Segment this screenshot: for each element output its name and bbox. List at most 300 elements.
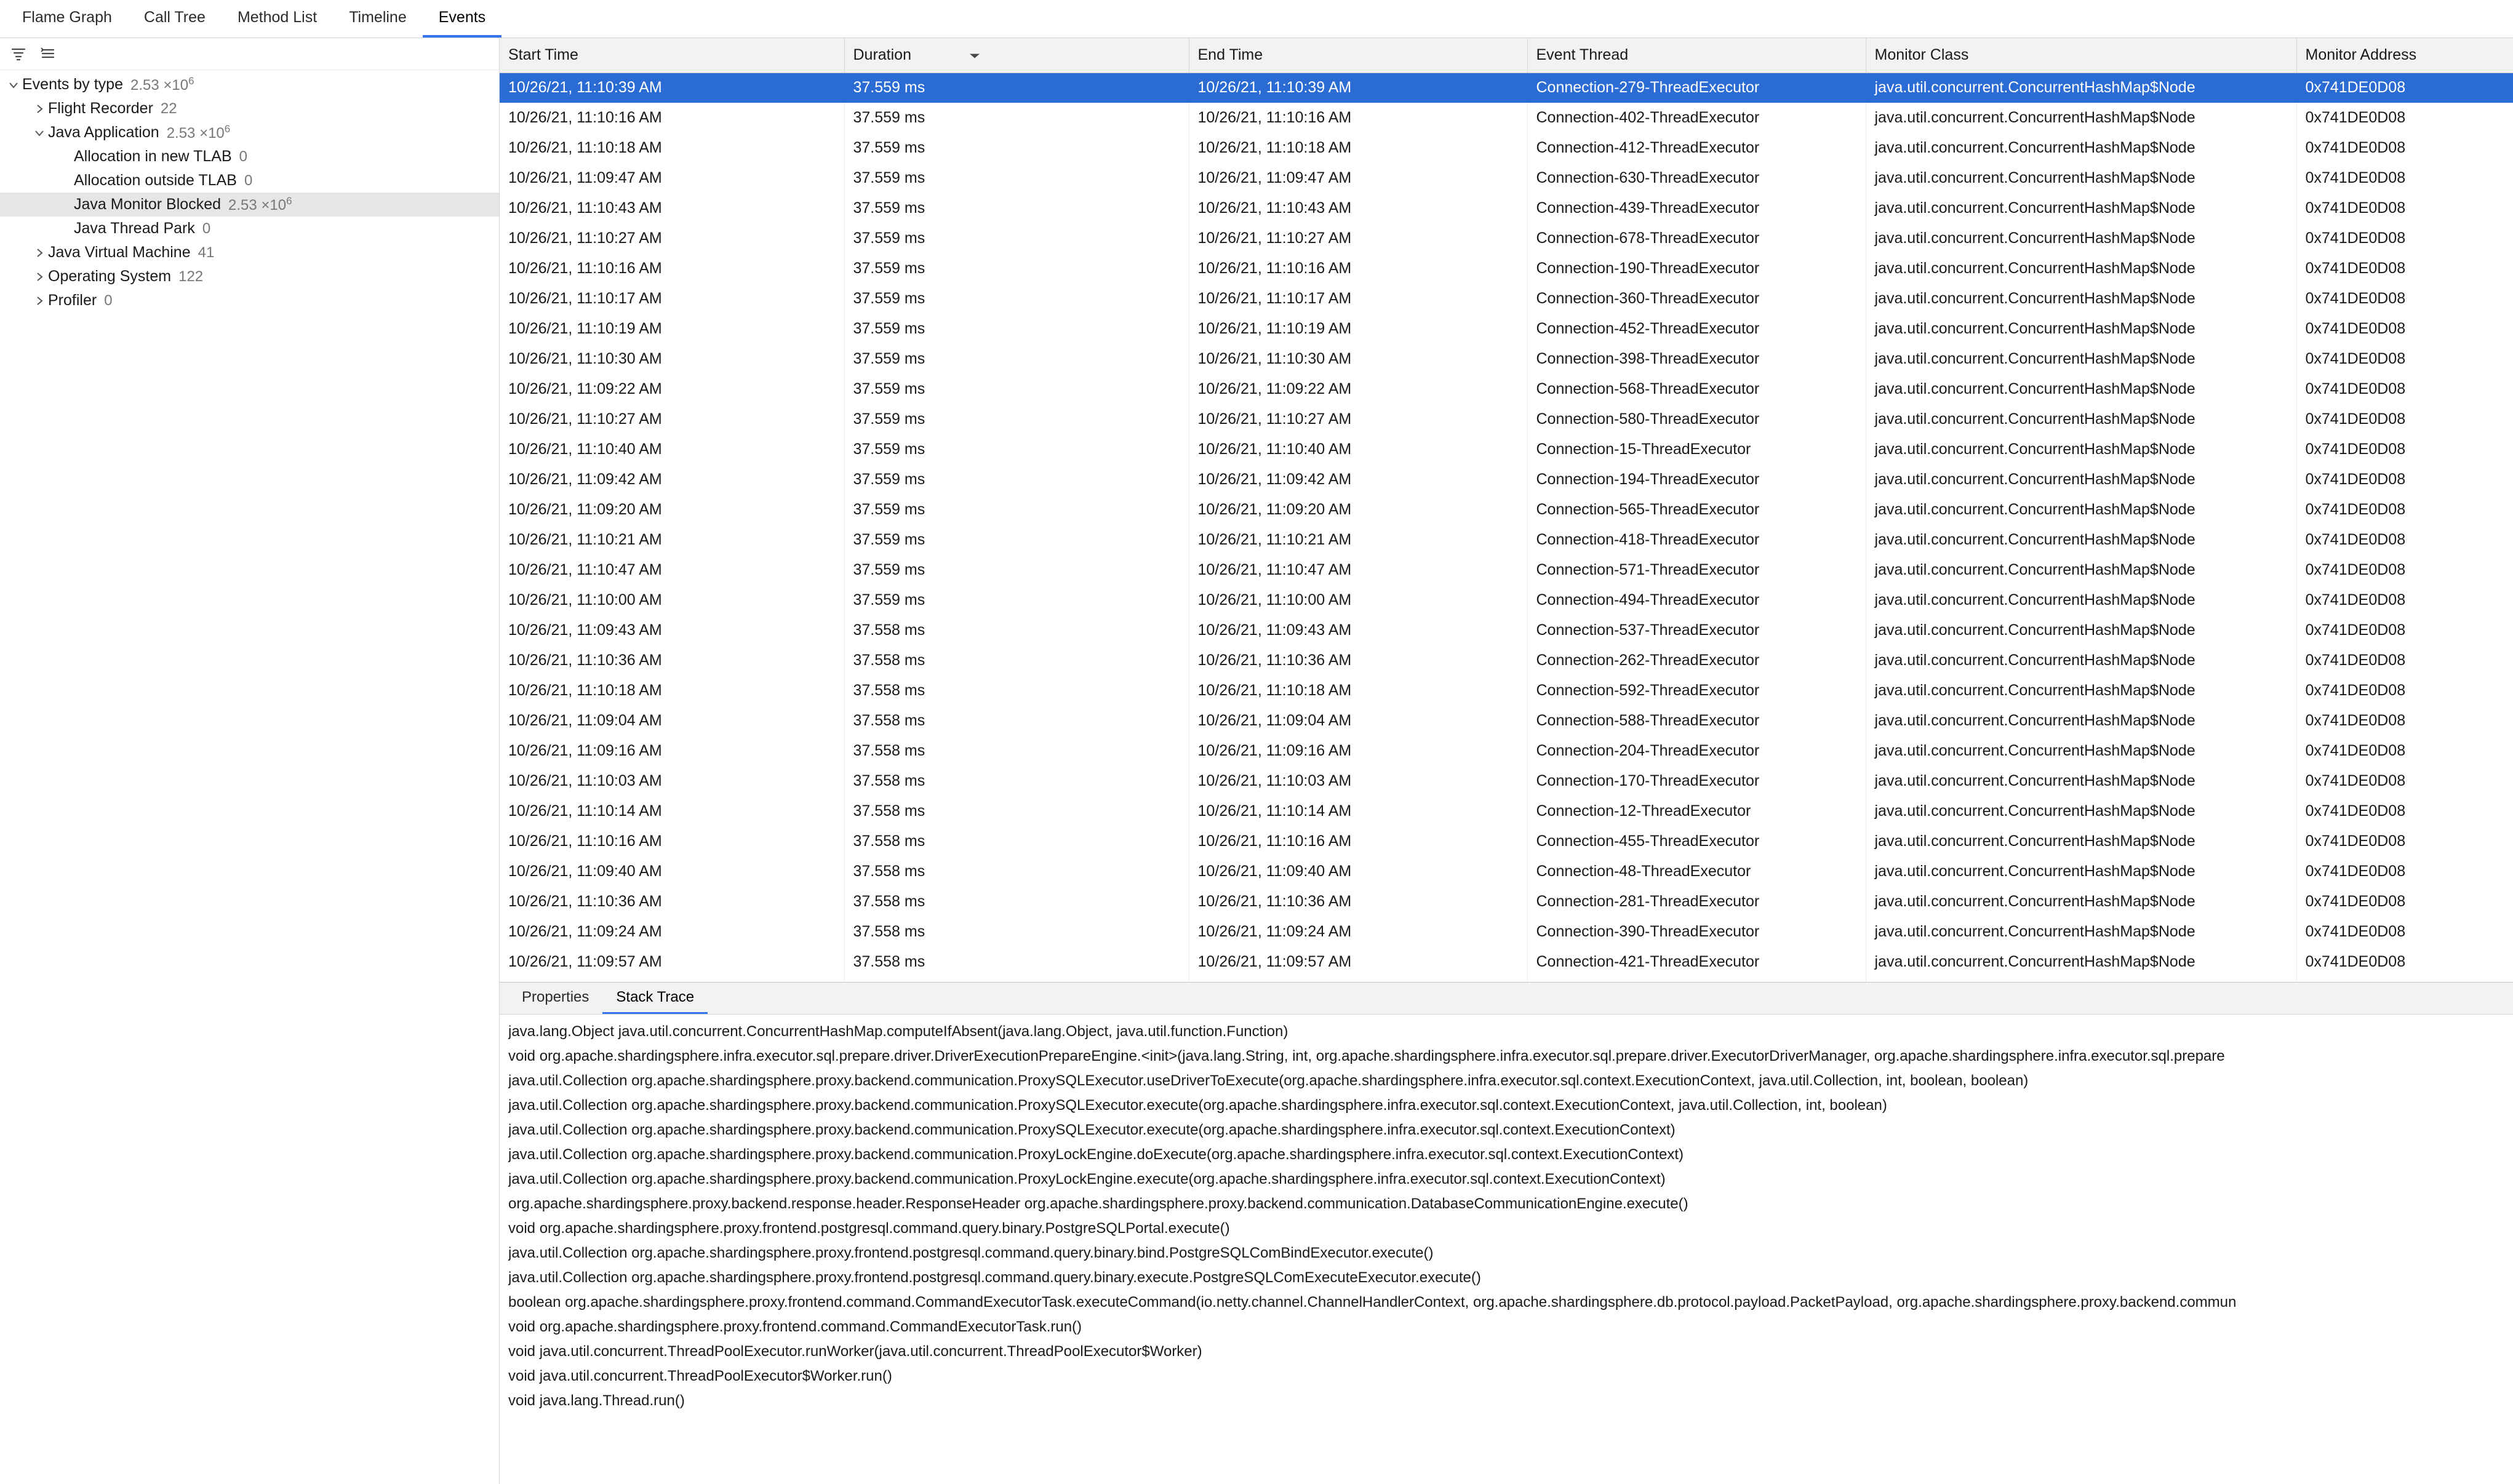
cell-start: 10/26/21, 11:09:24 AM bbox=[500, 917, 844, 947]
cell-monitor-class: java.util.concurrent.ConcurrentHashMap$Node bbox=[1866, 193, 2296, 223]
tree-item-label: Java Virtual Machine bbox=[48, 244, 191, 261]
cell-thread: Connection-678-ThreadExecutor bbox=[1527, 223, 1866, 253]
column-header-monitor-class[interactable] bbox=[1866, 38, 2296, 73]
chevron-right-icon[interactable] bbox=[31, 265, 48, 289]
cell-monitor-class: java.util.concurrent.ConcurrentHashMap$Node bbox=[1866, 826, 2296, 856]
cell-thread: Connection-360-ThreadExecutor bbox=[1527, 284, 1866, 314]
cell-thread: Connection-571-ThreadExecutor bbox=[1527, 555, 1866, 585]
tree-item-count-value: 122 bbox=[178, 268, 204, 285]
tree-item-label: Flight Recorder bbox=[48, 100, 153, 117]
table-row[interactable] bbox=[500, 284, 2513, 314]
cell-thread: Connection-418-ThreadExecutor bbox=[1527, 525, 1866, 555]
events-table-container[interactable] bbox=[500, 38, 2513, 982]
table-row[interactable] bbox=[500, 314, 2513, 344]
cell-end: 10/26/21, 11:10:17 AM bbox=[1189, 284, 1527, 314]
column-header-duration[interactable] bbox=[844, 38, 1189, 73]
cell-start: 10/26/21, 11:10:30 AM bbox=[500, 344, 844, 374]
tree-item-count-value: 2.53 ×10 bbox=[166, 125, 225, 142]
cell-start: 10/26/21, 11:10:21 AM bbox=[500, 525, 844, 555]
tree-item-java-virtual-machine[interactable] bbox=[0, 241, 499, 265]
collapse-all-icon[interactable] bbox=[36, 42, 60, 66]
table-header-row bbox=[500, 38, 2513, 73]
cell-monitor-address: 0x741DE0D08 bbox=[2296, 193, 2513, 223]
cell-thread: Connection-48-ThreadExecutor bbox=[1527, 856, 1866, 887]
cell-duration: 37.559 ms bbox=[844, 344, 1189, 374]
tree-item-count bbox=[104, 292, 112, 309]
cell-monitor-address: 0x741DE0D08 bbox=[2296, 856, 2513, 887]
table-row[interactable] bbox=[500, 947, 2513, 977]
table-row[interactable] bbox=[500, 826, 2513, 856]
cell-monitor-address: 0x741DE0D08 bbox=[2296, 525, 2513, 555]
column-header-start-time[interactable] bbox=[500, 38, 844, 73]
cell-monitor-address: 0x741DE0D08 bbox=[2296, 103, 2513, 133]
cell-duration: 37.558 ms bbox=[844, 887, 1189, 917]
cell-thread: Connection-439-ThreadExecutor bbox=[1527, 193, 1866, 223]
cell-start: 10/26/21, 11:10:14 AM bbox=[500, 796, 844, 826]
cell-monitor-address: 0x741DE0D08 bbox=[2296, 465, 2513, 495]
cell-end: 10/26/21, 11:09:04 AM bbox=[1189, 706, 1527, 736]
cell-duration: 37.559 ms bbox=[844, 374, 1189, 404]
cell-duration: 37.558 ms bbox=[844, 856, 1189, 887]
column-header-label: Start Time bbox=[508, 46, 578, 64]
cell-end: 10/26/21, 11:09:42 AM bbox=[1189, 465, 1527, 495]
cell-monitor-class: java.util.concurrent.ConcurrentHashMap$Node bbox=[1866, 887, 2296, 917]
cell-thread: Connection-204-ThreadExecutor bbox=[1527, 736, 1866, 766]
tree-item-count bbox=[178, 268, 203, 285]
cell-start: 10/26/21, 11:10:40 AM bbox=[500, 434, 844, 465]
cell-duration: 37.559 ms bbox=[844, 404, 1189, 434]
cell-monitor-class: java.util.concurrent.ConcurrentHashMap$Node bbox=[1866, 796, 2296, 826]
cell-duration: 37.559 ms bbox=[844, 163, 1189, 193]
cell-thread: Connection-565-ThreadExecutor bbox=[1527, 495, 1866, 525]
column-header-label: Event Thread bbox=[1536, 46, 1629, 64]
cell-thread: Connection-170-ThreadExecutor bbox=[1527, 766, 1866, 796]
cell-end: 10/26/21, 11:10:27 AM bbox=[1189, 223, 1527, 253]
table-row[interactable] bbox=[500, 856, 2513, 887]
cell-duration: 37.558 ms bbox=[844, 645, 1189, 676]
table-row[interactable] bbox=[500, 706, 2513, 736]
cell-monitor-address: 0x741DE0D08 bbox=[2296, 223, 2513, 253]
table-row[interactable] bbox=[500, 253, 2513, 284]
cell-start: 10/26/21, 11:09:43 AM bbox=[500, 615, 844, 645]
cell-monitor-class: java.util.concurrent.ConcurrentHashMap$Node bbox=[1866, 645, 2296, 676]
cell-start: 10/26/21, 11:10:47 AM bbox=[500, 555, 844, 585]
column-header-monitor-address[interactable] bbox=[2296, 38, 2513, 73]
cell-start: 10/26/21, 11:09:04 AM bbox=[500, 706, 844, 736]
column-header-end-time[interactable] bbox=[1189, 38, 1527, 73]
table-row[interactable] bbox=[500, 615, 2513, 645]
cell-end: 10/26/21, 11:09:22 AM bbox=[1189, 374, 1527, 404]
cell-duration: 37.558 ms bbox=[844, 796, 1189, 826]
cell-monitor-class: java.util.concurrent.ConcurrentHashMap$Node bbox=[1866, 525, 2296, 555]
stack-trace-line[interactable]: void java.util.concurrent.ThreadPoolExecutor.runWorker(java.util.concurrent.ThreadPoolExecutor$Worker) bbox=[508, 1343, 1202, 1360]
cell-start: 10/26/21, 11:10:17 AM bbox=[500, 284, 844, 314]
cell-duration: 37.559 ms bbox=[844, 133, 1189, 163]
cell-duration: 37.558 ms bbox=[844, 706, 1189, 736]
cell-monitor-class: java.util.concurrent.ConcurrentHashMap$Node bbox=[1866, 766, 2296, 796]
chevron-right-icon[interactable] bbox=[31, 97, 48, 121]
tree-item-count-value: 41 bbox=[198, 244, 215, 261]
tree-item-count bbox=[167, 123, 231, 142]
cell-thread: Connection-190-ThreadExecutor bbox=[1527, 253, 1866, 284]
cell-end: 10/26/21, 11:09:20 AM bbox=[1189, 495, 1527, 525]
cell-thread: Connection-262-ThreadExecutor bbox=[1527, 645, 1866, 676]
table-row[interactable] bbox=[500, 193, 2513, 223]
table-row[interactable] bbox=[500, 163, 2513, 193]
stack-trace-line[interactable]: java.util.Collection org.apache.shardingsphere.proxy.backend.communication.ProxySQLExecutor.execute(org.apache.shardingsphere.infra.executor.sql.context.ExecutionContext, java.util.Collection, int, boolean) bbox=[508, 1097, 1887, 1114]
cell-duration: 37.559 ms bbox=[844, 585, 1189, 615]
cell-thread bbox=[1527, 977, 1866, 982]
cell-monitor-class: java.util.concurrent.ConcurrentHashMap$Node bbox=[1866, 103, 2296, 133]
cell-duration: 37.559 ms bbox=[844, 525, 1189, 555]
table-row[interactable] bbox=[500, 977, 2513, 982]
cell-end: 10/26/21, 11:09:43 AM bbox=[1189, 615, 1527, 645]
tree-item-allocation-outside-tlab[interactable] bbox=[0, 169, 499, 193]
cell-end: 10/26/21, 11:10:27 AM bbox=[1189, 404, 1527, 434]
cell-monitor-class: java.util.concurrent.ConcurrentHashMap$Node bbox=[1866, 133, 2296, 163]
stack-trace-line[interactable]: void java.lang.Thread.run() bbox=[508, 1392, 685, 1409]
cell-monitor-address: 0x741DE0D08 bbox=[2296, 284, 2513, 314]
cell-monitor-class: java.util.concurrent.ConcurrentHashMap$Node bbox=[1866, 223, 2296, 253]
cell-start: 10/26/21, 11:10:43 AM bbox=[500, 193, 844, 223]
main-tab-bar bbox=[0, 0, 2513, 38]
cell-start: 10/26/21, 11:10:16 AM bbox=[500, 253, 844, 284]
cell-end: 10/26/21, 11:10:16 AM bbox=[1189, 253, 1527, 284]
cell-monitor-class: java.util.concurrent.ConcurrentHashMap$Node bbox=[1866, 585, 2296, 615]
cell-monitor-address: 0x741DE0D08 bbox=[2296, 73, 2513, 103]
tree-no-twisty bbox=[57, 145, 74, 169]
tree-item-count-exponent: 6 bbox=[286, 195, 292, 207]
tab-flame-graph[interactable]: Flame Graph bbox=[22, 9, 112, 26]
cell-thread: Connection-279-ThreadExecutor bbox=[1527, 73, 1866, 103]
tree-item-label: Java Monitor Blocked bbox=[74, 196, 222, 213]
table-row[interactable] bbox=[500, 374, 2513, 404]
cell-start: 10/26/21, 11:10:16 AM bbox=[500, 826, 844, 856]
tree-toolbar bbox=[0, 38, 499, 70]
tree-item-label: Allocation in new TLAB bbox=[74, 148, 232, 165]
cell-start: 10/26/21, 11:10:18 AM bbox=[500, 133, 844, 163]
cell-end: 10/26/21, 11:10:18 AM bbox=[1189, 133, 1527, 163]
tree-item-count-value: 0 bbox=[104, 292, 113, 309]
tree-item-java-monitor-blocked[interactable] bbox=[0, 193, 499, 217]
cell-end bbox=[1189, 977, 1527, 982]
cell-thread: Connection-15-ThreadExecutor bbox=[1527, 434, 1866, 465]
table-row[interactable] bbox=[500, 736, 2513, 766]
events-tree-panel bbox=[0, 38, 500, 1484]
cell-monitor-class: java.util.concurrent.ConcurrentHashMap$Node bbox=[1866, 284, 2296, 314]
cell-monitor-address: 0x741DE0D08 bbox=[2296, 615, 2513, 645]
cell-thread: Connection-588-ThreadExecutor bbox=[1527, 706, 1866, 736]
cell-monitor-address: 0x741DE0D08 bbox=[2296, 555, 2513, 585]
table-row[interactable] bbox=[500, 585, 2513, 615]
cell-end: 10/26/21, 11:09:24 AM bbox=[1189, 917, 1527, 947]
column-header-label: Monitor Class bbox=[1874, 46, 1969, 64]
stack-trace-line[interactable]: void org.apache.shardingsphere.infra.executor.sql.prepare.driver.DriverExecutionPrepareEngine.<init>(java.lang.String, int, org.apache.shardingsphere.infra.executor.sql.prepare.driver.ExecutorDriverManager, org.apache.shardingsphere.infra.executor.sql.prepare bbox=[508, 1048, 2225, 1064]
cell-monitor-address: 0x741DE0D08 bbox=[2296, 917, 2513, 947]
sort-descending-icon bbox=[968, 46, 1180, 64]
cell-duration: 37.559 ms bbox=[844, 103, 1189, 133]
cell-duration: 37.559 ms bbox=[844, 555, 1189, 585]
tree-item-count-value: 0 bbox=[202, 220, 211, 237]
cell-thread: Connection-194-ThreadExecutor bbox=[1527, 465, 1866, 495]
cell-monitor-address: 0x741DE0D08 bbox=[2296, 585, 2513, 615]
cell-duration: 37.559 ms bbox=[844, 223, 1189, 253]
table-row[interactable] bbox=[500, 676, 2513, 706]
cell-thread: Connection-568-ThreadExecutor bbox=[1527, 374, 1866, 404]
cell-end: 10/26/21, 11:10:16 AM bbox=[1189, 826, 1527, 856]
cell-monitor-class: java.util.concurrent.ConcurrentHashMap$Node bbox=[1866, 434, 2296, 465]
cell-monitor-address: 0x741DE0D08 bbox=[2296, 887, 2513, 917]
cell-end: 10/26/21, 11:09:57 AM bbox=[1189, 947, 1527, 977]
stack-trace-line[interactable]: org.apache.shardingsphere.proxy.backend.response.header.ResponseHeader org.apache.shardingsphere.proxy.backend.communication.DatabaseCommunicationEngine.execute() bbox=[508, 1195, 1688, 1212]
table-row[interactable] bbox=[500, 133, 2513, 163]
cell-monitor-address: 0x741DE0D08 bbox=[2296, 645, 2513, 676]
tree-item-count-exponent: 6 bbox=[188, 75, 194, 87]
tree-item-operating-system[interactable] bbox=[0, 265, 499, 289]
chevron-down-icon[interactable] bbox=[5, 73, 22, 97]
tree-item-count bbox=[239, 148, 247, 166]
cell-start: 10/26/21, 11:10:03 AM bbox=[500, 766, 844, 796]
cell-thread: Connection-452-ThreadExecutor bbox=[1527, 314, 1866, 344]
cell-duration: 37.559 ms bbox=[844, 193, 1189, 223]
stack-trace-line[interactable]: void org.apache.shardingsphere.proxy.frontend.command.CommandExecutorTask.run() bbox=[508, 1318, 1082, 1335]
tree-no-twisty bbox=[57, 217, 74, 241]
cell-monitor-address: 0x741DE0D08 bbox=[2296, 826, 2513, 856]
stack-trace-line[interactable]: boolean org.apache.shardingsphere.proxy.frontend.command.CommandExecutorTask.executeCommand(io.netty.channel.ChannelHandlerContext, org.apache.shardingsphere.db.protocol.payload.PacketPayload, org.apache.shardingsphere.proxy.backend.commun bbox=[508, 1294, 2237, 1310]
cell-thread: Connection-455-ThreadExecutor bbox=[1527, 826, 1866, 856]
events-detail-panel bbox=[500, 38, 2513, 1484]
cell-thread: Connection-494-ThreadExecutor bbox=[1527, 585, 1866, 615]
cell-end: 10/26/21, 11:10:36 AM bbox=[1189, 887, 1527, 917]
cell-monitor-class: java.util.concurrent.ConcurrentHashMap$Node bbox=[1866, 555, 2296, 585]
main-content-area bbox=[0, 38, 2513, 1484]
cell-duration: 37.558 ms bbox=[844, 676, 1189, 706]
cell-end: 10/26/21, 11:09:16 AM bbox=[1189, 736, 1527, 766]
cell-thread: Connection-412-ThreadExecutor bbox=[1527, 133, 1866, 163]
stack-trace-line[interactable]: java.lang.Object java.util.concurrent.ConcurrentHashMap.computeIfAbsent(java.lang.Object, java.util.function.Function) bbox=[508, 1023, 1288, 1040]
stack-trace-list[interactable] bbox=[500, 1015, 2513, 1484]
cell-monitor-address: 0x741DE0D08 bbox=[2296, 706, 2513, 736]
cell-monitor-class: java.util.concurrent.ConcurrentHashMap$Node bbox=[1866, 676, 2296, 706]
cell-monitor-class: java.util.concurrent.ConcurrentHashMap$Node bbox=[1866, 163, 2296, 193]
cell-end: 10/26/21, 11:10:40 AM bbox=[1189, 434, 1527, 465]
cell-duration: 37.558 ms bbox=[844, 947, 1189, 977]
column-header-event-thread[interactable] bbox=[1527, 38, 1866, 73]
cell-start: 10/26/21, 11:10:19 AM bbox=[500, 314, 844, 344]
cell-start: 10/26/21, 11:10:36 AM bbox=[500, 887, 844, 917]
stack-trace-line[interactable]: java.util.Collection org.apache.shardingsphere.proxy.backend.communication.ProxySQLExecutor.useDriverToExecute(org.apache.shardingsphere.infra.executor.sql.context.ExecutionContext, java.util.Collection, int, boolean, boolean) bbox=[508, 1072, 2029, 1089]
cell-duration: 37.559 ms bbox=[844, 434, 1189, 465]
cell-thread: Connection-580-ThreadExecutor bbox=[1527, 404, 1866, 434]
stack-trace-line[interactable]: java.util.Collection org.apache.shardingsphere.proxy.backend.communication.ProxyLockEngine.execute(org.apache.shardingsphere.infra.executor.sql.context.ExecutionContext) bbox=[508, 1171, 1666, 1187]
column-header-label: End Time bbox=[1197, 46, 1263, 64]
stack-trace-line[interactable]: void org.apache.shardingsphere.proxy.frontend.postgresql.command.query.binary.PostgreSQLPortal.execute() bbox=[508, 1220, 1230, 1237]
filter-icon[interactable] bbox=[6, 42, 31, 66]
table-row[interactable] bbox=[500, 555, 2513, 585]
table-row[interactable] bbox=[500, 223, 2513, 253]
cell-monitor-class: java.util.concurrent.ConcurrentHashMap$Node bbox=[1866, 404, 2296, 434]
tree-item-count bbox=[202, 220, 210, 237]
cell-duration: 37.559 ms bbox=[844, 253, 1189, 284]
tree-item-count-value: 0 bbox=[244, 172, 253, 189]
cell-thread: Connection-398-ThreadExecutor bbox=[1527, 344, 1866, 374]
cell-end: 10/26/21, 11:10:00 AM bbox=[1189, 585, 1527, 615]
event-detail-pane bbox=[500, 982, 2513, 1484]
cell-duration: 37.559 ms bbox=[844, 73, 1189, 103]
cell-start: 10/26/21, 11:09:20 AM bbox=[500, 495, 844, 525]
cell-duration bbox=[844, 977, 1189, 982]
stack-trace-line[interactable]: java.util.Collection org.apache.shardingsphere.proxy.frontend.postgresql.command.query.binary.bind.PostgreSQLComBindExecutor.execute() bbox=[508, 1245, 1434, 1261]
cell-end: 10/26/21, 11:10:30 AM bbox=[1189, 344, 1527, 374]
cell-end: 10/26/21, 11:09:40 AM bbox=[1189, 856, 1527, 887]
events-by-type-tree[interactable] bbox=[0, 70, 499, 1484]
detail-tab-bar bbox=[500, 983, 2513, 1015]
chevron-right-icon[interactable] bbox=[31, 241, 48, 265]
tree-item-count bbox=[198, 244, 215, 261]
cell-monitor-address: 0x741DE0D08 bbox=[2296, 766, 2513, 796]
chevron-right-icon[interactable] bbox=[31, 289, 48, 313]
tree-item-label: Allocation outside TLAB bbox=[74, 172, 237, 189]
cell-monitor-address: 0x741DE0D08 bbox=[2296, 796, 2513, 826]
cell-thread: Connection-630-ThreadExecutor bbox=[1527, 163, 1866, 193]
tree-item-count bbox=[228, 195, 292, 214]
tree-no-twisty bbox=[57, 193, 74, 217]
cell-thread: Connection-402-ThreadExecutor bbox=[1527, 103, 1866, 133]
tree-item-events-by-type[interactable] bbox=[0, 73, 499, 97]
table-row[interactable] bbox=[500, 404, 2513, 434]
cell-monitor-class: java.util.concurrent.ConcurrentHashMap$Node bbox=[1866, 615, 2296, 645]
table-row[interactable] bbox=[500, 766, 2513, 796]
table-row[interactable] bbox=[500, 525, 2513, 555]
tree-item-count-value: 22 bbox=[160, 100, 177, 117]
table-row[interactable] bbox=[500, 495, 2513, 525]
chevron-down-icon[interactable] bbox=[31, 121, 48, 145]
stack-trace-line[interactable]: java.util.Collection org.apache.shardingsphere.proxy.backend.communication.ProxySQLExecutor.execute(org.apache.shardingsphere.infra.executor.sql.context.ExecutionContext) bbox=[508, 1122, 1676, 1138]
cell-start: 10/26/21, 11:10:18 AM bbox=[500, 676, 844, 706]
table-row[interactable] bbox=[500, 796, 2513, 826]
column-header-label: Duration bbox=[853, 46, 911, 64]
cell-monitor-address: 0x741DE0D08 bbox=[2296, 133, 2513, 163]
table-body bbox=[500, 73, 2513, 982]
tree-item-flight-recorder[interactable] bbox=[0, 97, 499, 121]
cell-start: 10/26/21, 11:09:57 AM bbox=[500, 947, 844, 977]
stack-trace-line[interactable]: void java.util.concurrent.ThreadPoolExecutor$Worker.run() bbox=[508, 1368, 892, 1384]
cell-start: 10/26/21, 11:10:00 AM bbox=[500, 585, 844, 615]
cell-start: 10/26/21, 11:09:40 AM bbox=[500, 856, 844, 887]
cell-monitor-class: java.util.concurrent.ConcurrentHashMap$Node bbox=[1866, 344, 2296, 374]
tree-item-count bbox=[244, 172, 252, 189]
tab-timeline[interactable]: Timeline bbox=[349, 9, 407, 26]
cell-end: 10/26/21, 11:10:43 AM bbox=[1189, 193, 1527, 223]
detail-tab-stack-trace[interactable]: Stack Trace bbox=[602, 983, 708, 1014]
table-row[interactable] bbox=[500, 465, 2513, 495]
cell-thread: Connection-592-ThreadExecutor bbox=[1527, 676, 1866, 706]
cell-monitor-address: 0x741DE0D08 bbox=[2296, 947, 2513, 977]
table-row[interactable] bbox=[500, 645, 2513, 676]
cell-end: 10/26/21, 11:10:36 AM bbox=[1189, 645, 1527, 676]
cell-end: 10/26/21, 11:10:14 AM bbox=[1189, 796, 1527, 826]
stack-trace-line[interactable]: java.util.Collection org.apache.shardingsphere.proxy.frontend.postgresql.command.query.binary.execute.PostgreSQLComExecuteExecutor.execute() bbox=[508, 1269, 1481, 1286]
tree-item-label: Events by type bbox=[22, 76, 123, 93]
tree-no-twisty bbox=[57, 169, 74, 193]
cell-end: 10/26/21, 11:10:21 AM bbox=[1189, 525, 1527, 555]
cell-monitor-address: 0x741DE0D08 bbox=[2296, 253, 2513, 284]
cell-monitor-class: java.util.concurrent.ConcurrentHashMap$Node bbox=[1866, 947, 2296, 977]
table-row[interactable] bbox=[500, 887, 2513, 917]
cell-duration: 37.558 ms bbox=[844, 736, 1189, 766]
tree-item-label: Java Thread Park bbox=[74, 220, 195, 237]
cell-monitor-address bbox=[2296, 977, 2513, 982]
table-row[interactable] bbox=[500, 344, 2513, 374]
tree-item-count-exponent: 6 bbox=[224, 123, 231, 135]
tab-events[interactable]: Events bbox=[423, 0, 501, 38]
cell-duration: 37.559 ms bbox=[844, 314, 1189, 344]
table-row[interactable] bbox=[500, 73, 2513, 103]
tree-item-java-thread-park[interactable] bbox=[0, 217, 499, 241]
tree-item-java-application[interactable] bbox=[0, 121, 499, 145]
cell-thread: Connection-390-ThreadExecutor bbox=[1527, 917, 1866, 947]
tree-item-label: Operating System bbox=[48, 268, 172, 285]
table-row[interactable] bbox=[500, 103, 2513, 133]
cell-monitor-class: java.util.concurrent.ConcurrentHashMap$Node bbox=[1866, 465, 2296, 495]
cell-end: 10/26/21, 11:09:47 AM bbox=[1189, 163, 1527, 193]
cell-monitor-class: java.util.concurrent.ConcurrentHashMap$Node bbox=[1866, 736, 2296, 766]
tree-item-label: Profiler bbox=[48, 292, 97, 309]
tree-item-allocation-in-new-tlab[interactable] bbox=[0, 145, 499, 169]
table-row[interactable] bbox=[500, 434, 2513, 465]
cell-duration: 37.558 ms bbox=[844, 826, 1189, 856]
detail-tab-properties[interactable]: Properties bbox=[522, 989, 589, 1005]
cell-monitor-class: java.util.concurrent.ConcurrentHashMap$Node bbox=[1866, 917, 2296, 947]
cell-start bbox=[500, 977, 844, 982]
cell-thread: Connection-537-ThreadExecutor bbox=[1527, 615, 1866, 645]
cell-duration: 37.558 ms bbox=[844, 917, 1189, 947]
cell-duration: 37.559 ms bbox=[844, 465, 1189, 495]
cell-start: 10/26/21, 11:10:16 AM bbox=[500, 103, 844, 133]
tab-call-tree[interactable]: Call Tree bbox=[143, 9, 206, 26]
column-header-label: Monitor Address bbox=[2305, 46, 2417, 64]
cell-end: 10/26/21, 11:10:19 AM bbox=[1189, 314, 1527, 344]
cell-monitor-address: 0x741DE0D08 bbox=[2296, 404, 2513, 434]
cell-monitor-address: 0x741DE0D08 bbox=[2296, 736, 2513, 766]
stack-trace-line[interactable]: java.util.Collection org.apache.shardingsphere.proxy.backend.communication.ProxyLockEngine.doExecute(org.apache.shardingsphere.infra.executor.sql.context.ExecutionContext) bbox=[508, 1146, 1684, 1163]
cell-monitor-class: java.util.concurrent.ConcurrentHashMap$Node bbox=[1866, 495, 2296, 525]
table-row[interactable] bbox=[500, 917, 2513, 947]
cell-monitor-address: 0x741DE0D08 bbox=[2296, 374, 2513, 404]
cell-duration: 37.559 ms bbox=[844, 284, 1189, 314]
cell-monitor-class: java.util.concurrent.ConcurrentHashMap$Node bbox=[1866, 253, 2296, 284]
cell-monitor-address: 0x741DE0D08 bbox=[2296, 314, 2513, 344]
cell-start: 10/26/21, 11:10:36 AM bbox=[500, 645, 844, 676]
cell-monitor-class: java.util.concurrent.ConcurrentHashMap$Node bbox=[1866, 706, 2296, 736]
cell-monitor-address: 0x741DE0D08 bbox=[2296, 344, 2513, 374]
cell-end: 10/26/21, 11:10:03 AM bbox=[1189, 766, 1527, 796]
cell-monitor-address: 0x741DE0D08 bbox=[2296, 434, 2513, 465]
cell-thread: Connection-421-ThreadExecutor bbox=[1527, 947, 1866, 977]
cell-monitor-class: java.util.concurrent.ConcurrentHashMap$Node bbox=[1866, 73, 2296, 103]
cell-start: 10/26/21, 11:09:16 AM bbox=[500, 736, 844, 766]
cell-duration: 37.558 ms bbox=[844, 766, 1189, 796]
cell-start: 10/26/21, 11:10:27 AM bbox=[500, 223, 844, 253]
tree-item-count-value: 2.53 ×10 bbox=[130, 77, 189, 94]
tree-item-count bbox=[161, 100, 177, 118]
cell-start: 10/26/21, 11:09:22 AM bbox=[500, 374, 844, 404]
tree-item-count bbox=[130, 75, 194, 94]
tree-item-profiler[interactable] bbox=[0, 289, 499, 313]
tree-item-count-value: 0 bbox=[239, 148, 247, 165]
tab-method-list[interactable]: Method List bbox=[237, 9, 318, 26]
cell-duration: 37.559 ms bbox=[844, 495, 1189, 525]
